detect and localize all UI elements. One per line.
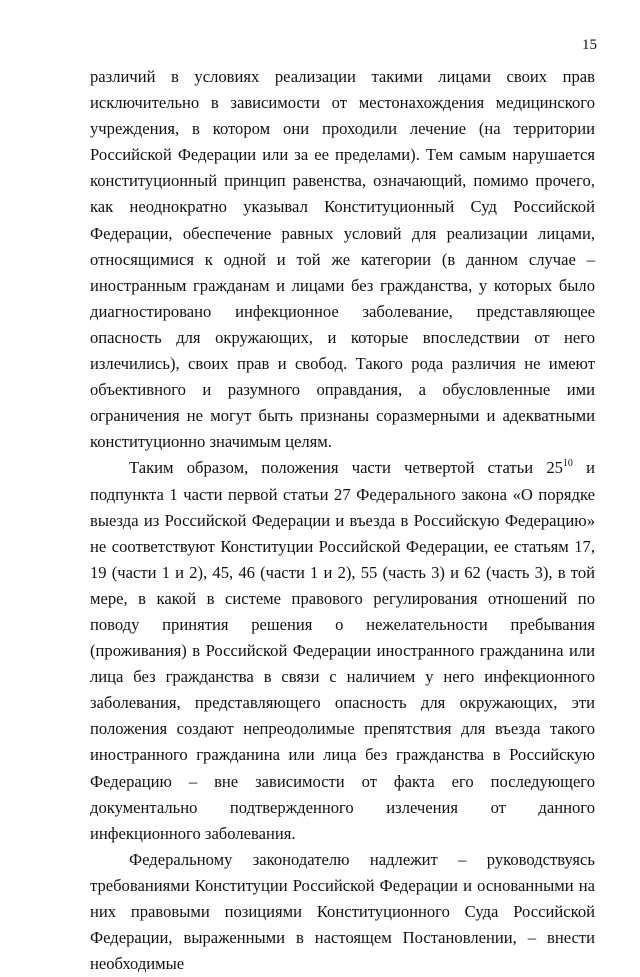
paragraph-conclusion-start: Таким образом, положения части четвертой статьи 25 <box>129 458 563 478</box>
paragraph-continuation: различий в условиях реализации такими лицами своих прав исключительно в зависимости от местонахождения медицинского учреждения, в котором они проходили лечение (на территории Российской Федерации или за ее пределами). Тем самым нарушается конституционный принцип равенства, означающий, помимо прочего, как неоднократно указывал Конституционный Суд Российской Федерации, обеспечение равных условий для реализации лицами, относящимися к одной и той же категории (в данном случае – иностранным гражданам и лицами без гражданства, у которых было диагностировано инфекционное заболевание, представляющее опасность для окружающих, и которые впоследствии от него излечились), своих прав и свобод. Такого рода различия не имеют объективного и разумного оправдания, а обусловленные ими ограничения не могут быть признаны соразмерными и адекватными конституционно значимым целям. <box>90 67 595 452</box>
article-superscript: 10 <box>562 458 573 470</box>
paragraph-legislator-instruction: Федеральному законодателю надлежит – руководствуясь требованиями Конституции Российской Федерации и основанными на них правовыми позициями Конституционного Суда Российской Федерации, выраженными в настоящем Постановлении, – внести необходимые <box>90 849 595 974</box>
paragraph-conclusion-rest: и подпункта 1 части первой статьи 27 Федерального закона «О порядке выезда из Российской Федерации и въезда в Российскую Федерацию» не соответствуют Конституции Российской Федерации, ее статьям 17, 19 (части 1 и 2), 45, 46 (части 1 и 2), 55 (часть 3) и 62 (часть 3), в той мере, в какой в системе правового регулирования отношений по поводу принятия решения о нежелательности пребывания (проживания) в Российской Федерации иностранного гражданина или лица без гражданства в связи с наличием у него инфекционного заболевания, представляющего опасность для окружающих, эти положения создают непреодолимые препятствия для въезда такого иностранного гражданина или лица без гражданства в Российскую Федерацию – вне зависимости от факта его последующего документально подтвержденного излечения от данного инфекционного заболевания. <box>90 458 595 843</box>
paragraph-conclusion <box>90 455 595 846</box>
page-number: 15 <box>582 37 597 53</box>
document-body <box>90 64 595 977</box>
